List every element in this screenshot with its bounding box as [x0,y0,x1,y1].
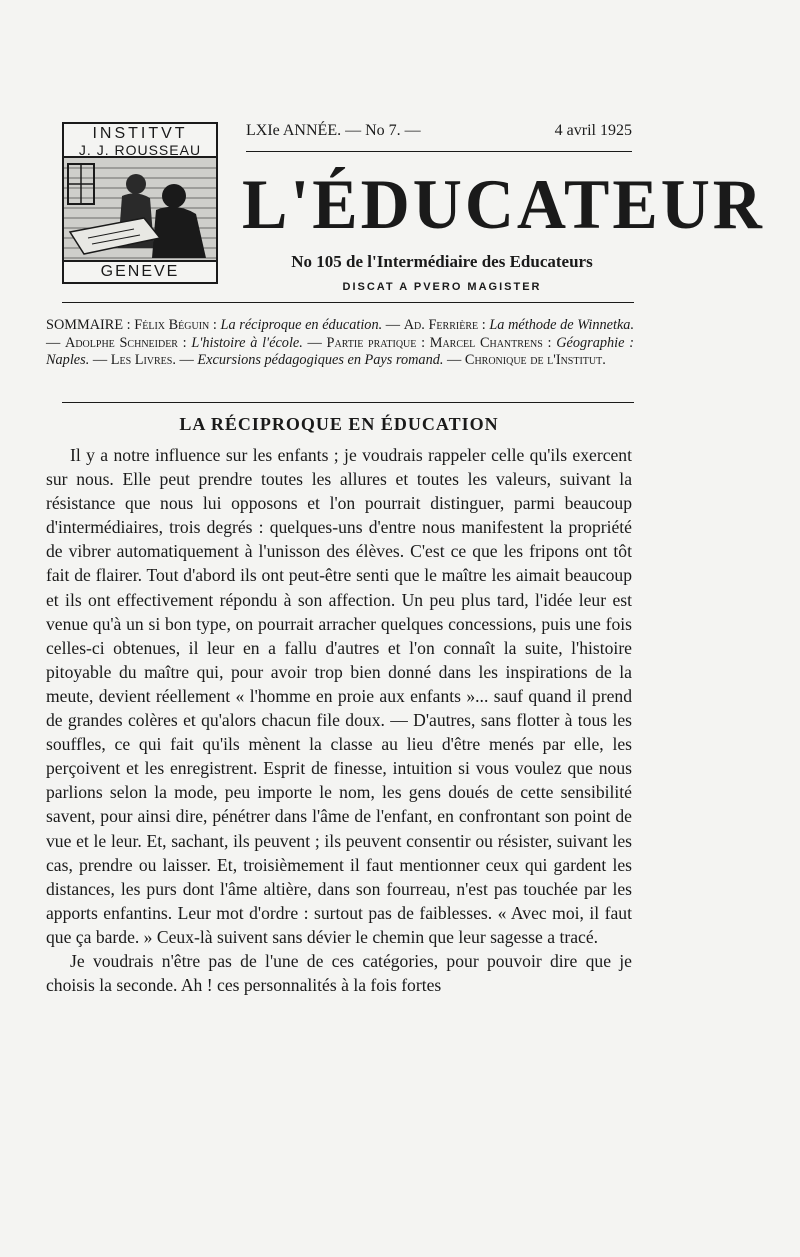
institute-logo [62,122,218,284]
header-rule [246,151,632,152]
sommaire-label: SOMMAIRE : [46,317,131,333]
article-body [46,443,632,997]
toc-title: Excursions pédagogiques en Pays romand. [197,352,444,369]
table-of-contents: SOMMAIRE : Félix Béguin : La réciproque en éducation. — Ad. Ferrière : La méthode de Winnetka. — Adolphe Schneider : L'histoire à l'école. — Partie pratique : Marcel Chantrens : Géographie : Naples. — Les Livres. — Excursions pédagogiques en Pays romand. — Chronique de l'Institut. [46,317,635,369]
logo-line-2: J. J. ROUSSEAU [78,142,202,158]
masthead-motto: DISCAT A PVERO MAGISTER [342,281,542,293]
toc-author: Ad. Ferrière : [403,317,486,333]
toc-title: Géographie : Naples. [46,334,634,369]
toc-title: L'histoire à l'école. [191,334,303,351]
masthead-subtitle: No 105 de l'Intermédiaire des Educateurs [291,252,593,271]
logo-city: GENEVE [64,260,216,282]
logo-line-1: INSTITVT [92,125,188,142]
toc-title: La réciproque en éducation. [220,317,383,333]
logo-header [64,124,216,158]
toc-author: Félix Béguin : [134,317,217,333]
toc-author: Chronique de l'Institut. [464,352,606,369]
toc-author: Les Livres. [110,352,176,369]
toc-author: Adolphe Schneider : [65,334,187,351]
article-paragraph: Je voudrais n'être pas de l'une de ces catégories, pour pouvoir dire que je choisis la seconde. Ah ! ces personnalités à la fois fortes [46,950,632,996]
logo-engraving-icon [64,158,216,262]
sommaire-bottom-rule [62,402,634,403]
masthead-title: L'ÉDUCATEUR [242,164,765,244]
issue-line [246,122,632,140]
toc-author: Partie pratique : Marcel Chantrens : [326,334,552,351]
sommaire-top-rule [62,302,634,303]
toc-title: La méthode de Winnetka. [489,317,635,333]
article-paragraph: Il y a notre influence sur les enfants ; je voudrais rappeler celle qu'ils exercent sur nous. Elle peut prendre toutes les allures et toutes les valeurs, suivant la résistance que nous lui opposons et l'on pourrait distinguer, parmi beaucoup d'intermédiaires, trois degrés : quelques-uns d'entre nous manifestent la propriété de vibrer automatiquement à l'unisson des élèves. C'est ce que les fripons ont tôt fait de flairer. Tout d'abord ils ont peut-être senti que le maître les aimait beaucoup et ils ont effectivement répondu à son affection. Un peu plus tard, l'idée leur est venue qu'à un si bon type, on pourrait arracher quelques concessions, puis une fois celles-ci obtenues, il leur en a fallu d'autres et l'on connaît la suite, l'histoire pitoyable du maître qui, pour avoir trop bien donné dans les inspirations de la meute, devient réellement « l'homme en proie aux enfants »... sauf quand il prend de grandes colères et qu'alors chacun file doux. — D'autres, sans flotter à tous les souffles, ce qui fait qu'ils mènent la classe au lieu d'être menés par elle, les perçoivent et les enregistrent. Esprit de finesse, intuition si vous voulez que nous parlions selon la mode, peu importe le nom, les gens doués de cette sensibilité savent, pour ainsi dire, pénétrer dans l'âme de l'enfant, en confrontant son point de vue et le leur. Et, sachant, ils peuvent ; ils peuvent consentir ou résister, suivant les cas, prendre ou laisser. Et, troisièmement il faut mentionner ceux qui gardent les distances, les purs dont l'âme altière, dans son fourreau, n'est pas touchée par les apports enfantins. Leur mot d'ordre : surtout pas de faiblesses. « Avec moi, il faut que ça barde. » Ceux-là suivent sans dévier le chemin que leur sagesse a tracé. [46,445,632,947]
article-title: LA RÉCIPROQUE EN ÉDUCATION [179,414,499,434]
issue-number: LXIe ANNÉE. — No 7. — [246,122,421,139]
issue-date: 4 avril 1925 [554,122,632,139]
